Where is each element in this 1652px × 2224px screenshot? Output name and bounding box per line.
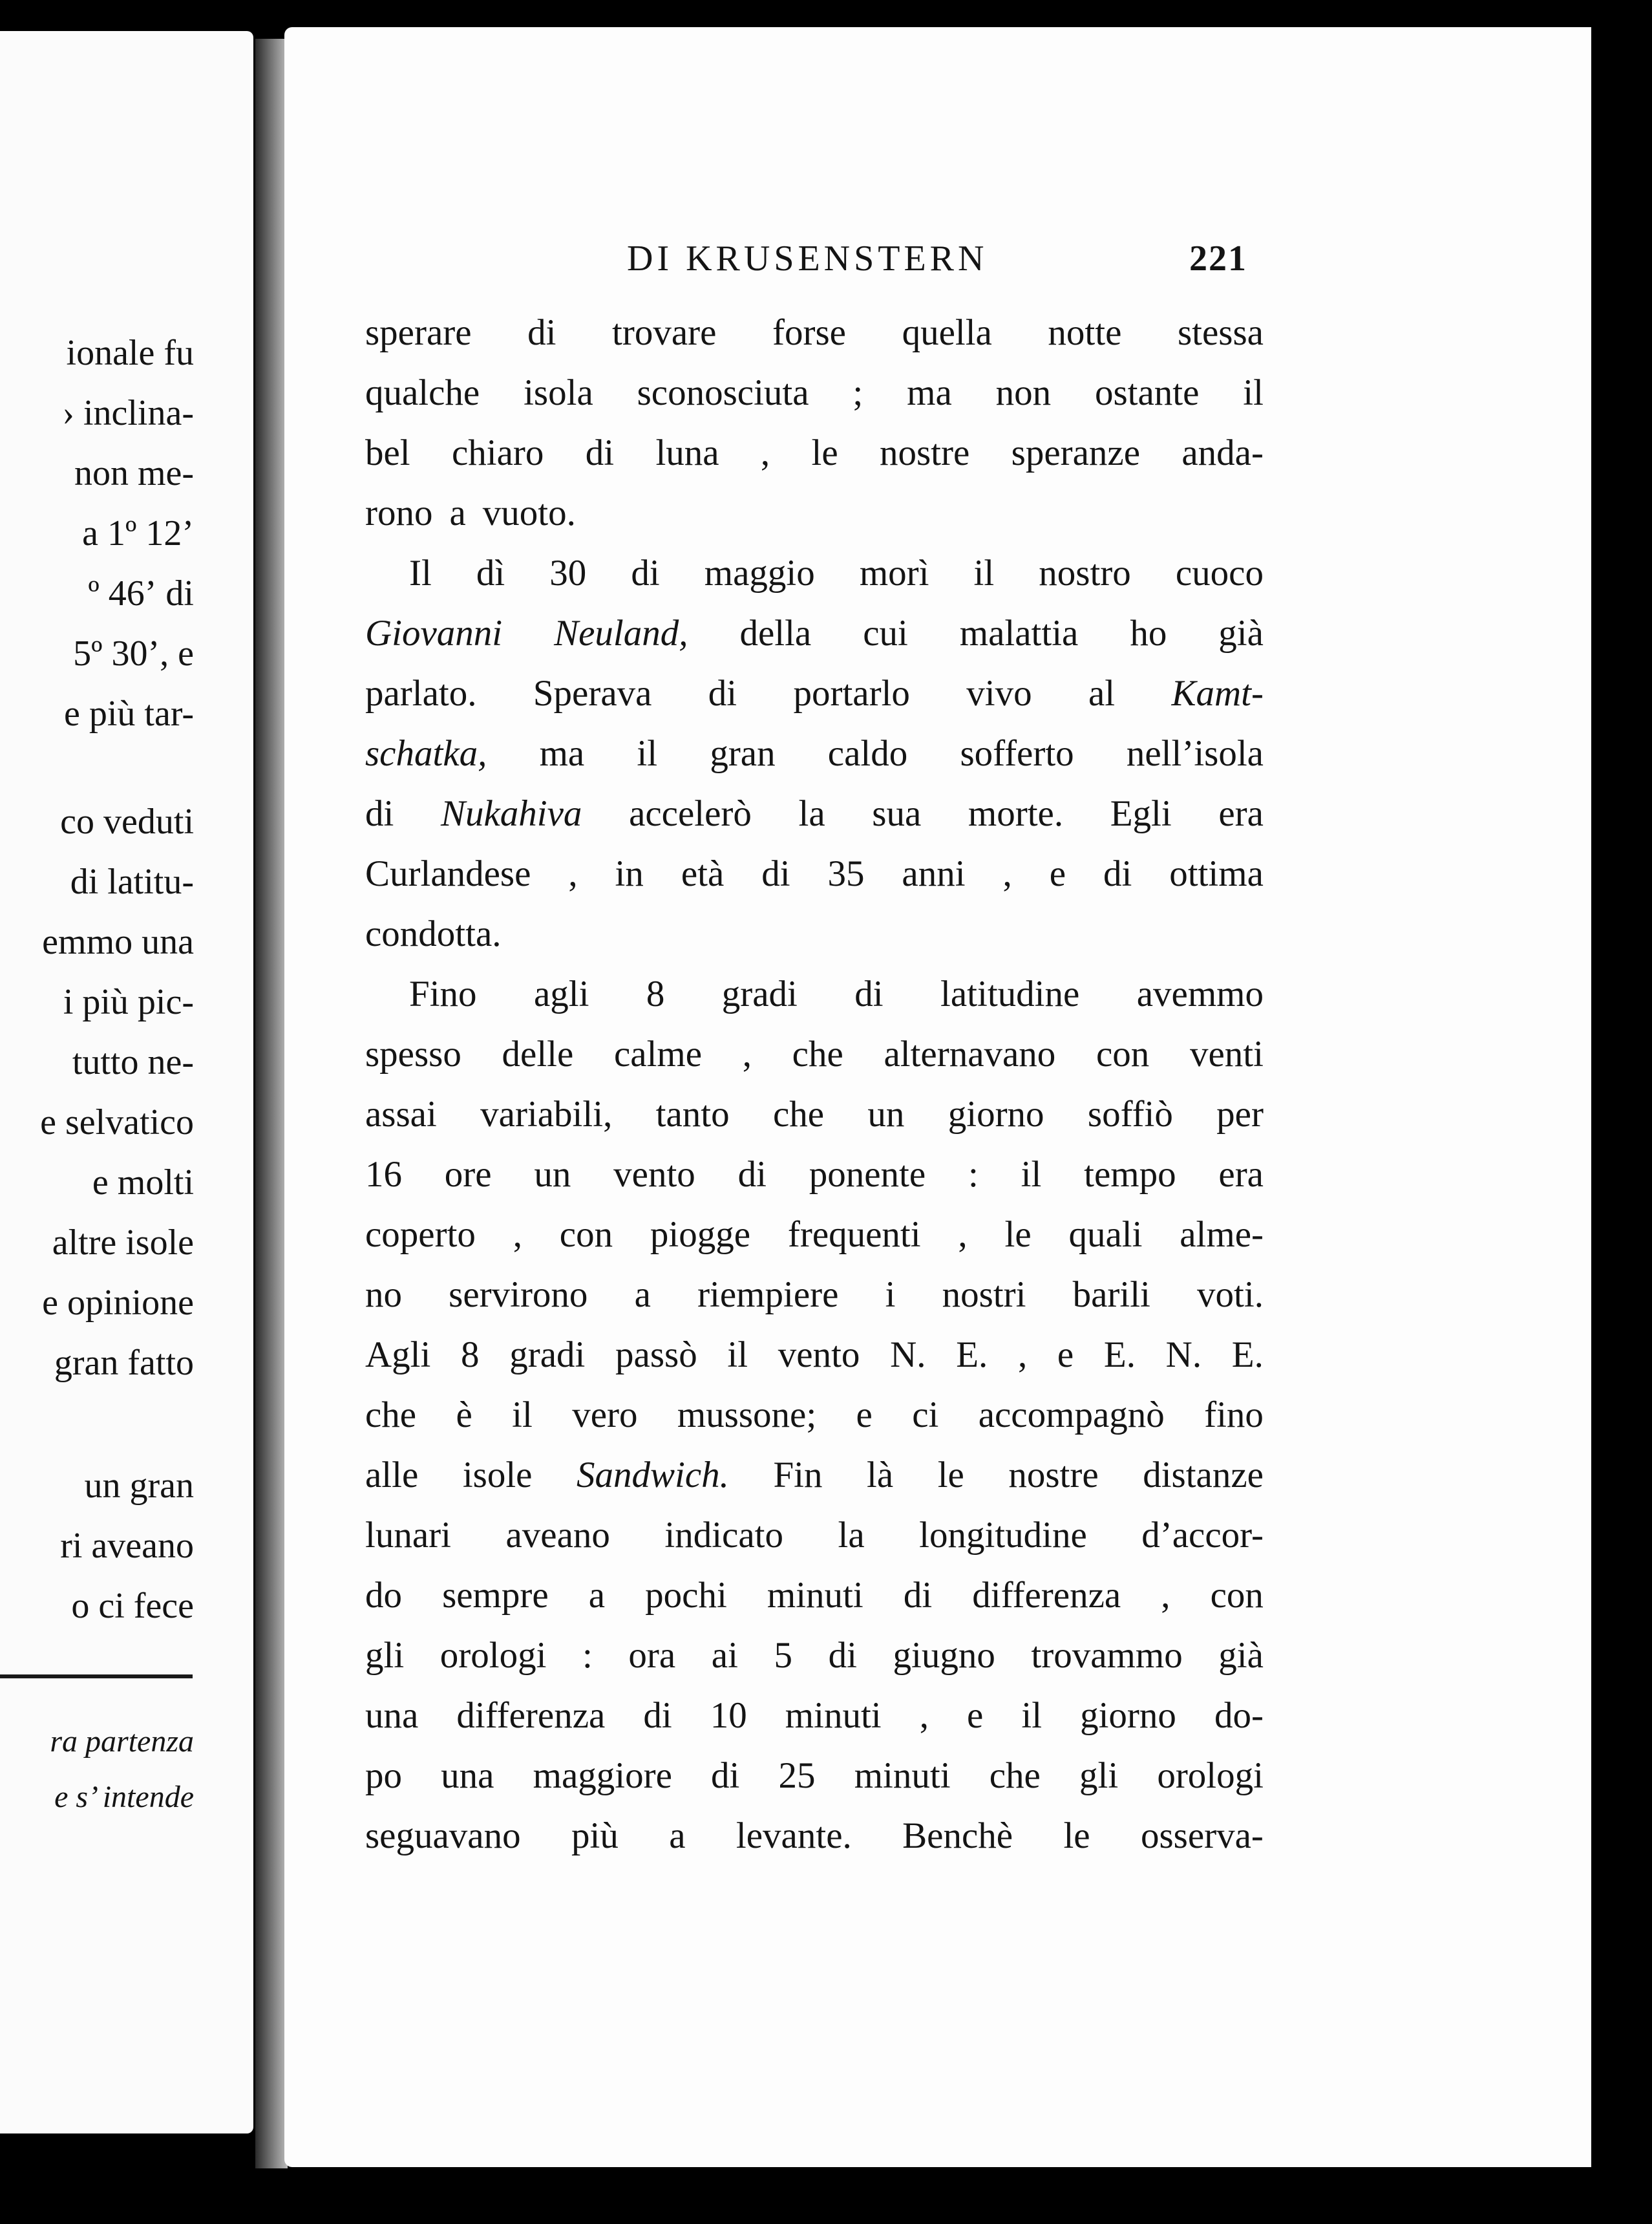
- word: ponente: [809, 1154, 926, 1195]
- word: ,: [919, 1695, 929, 1736]
- word: spesso: [365, 1034, 461, 1075]
- word: al: [1088, 673, 1116, 714]
- word: sempre: [442, 1575, 549, 1616]
- word: il: [512, 1395, 533, 1435]
- word: di: [854, 974, 884, 1014]
- word: passò: [615, 1334, 697, 1375]
- word: le: [1004, 1214, 1032, 1255]
- word: servirono: [449, 1274, 588, 1315]
- word: 35: [827, 853, 865, 894]
- word: cui: [863, 613, 908, 654]
- word: accelerò: [629, 793, 752, 834]
- word: maggiore: [533, 1755, 672, 1796]
- word: dì: [476, 553, 505, 593]
- word: do-: [1214, 1695, 1264, 1736]
- word: 30: [549, 553, 587, 593]
- word: differenza: [456, 1695, 606, 1736]
- word: anda-: [1181, 433, 1264, 473]
- word: qualche: [365, 372, 480, 413]
- word: ,: [1002, 853, 1012, 894]
- word: e: [856, 1395, 873, 1435]
- word: ,: [760, 433, 770, 473]
- word: chiaro: [451, 433, 544, 473]
- text-line: [365, 1212, 1264, 1257]
- word: quella: [902, 312, 992, 353]
- word: Kamt-: [1171, 673, 1264, 714]
- footnote-line: e s’ intende: [54, 1780, 194, 1814]
- word: gli: [1079, 1755, 1119, 1796]
- word: di: [828, 1635, 857, 1676]
- word: agli: [533, 974, 589, 1014]
- word: la: [798, 793, 825, 834]
- word: minuti: [767, 1575, 863, 1616]
- running-head: DI KRUSENSTERN: [627, 239, 988, 279]
- word: 25: [778, 1755, 816, 1796]
- text-line: [365, 671, 1264, 716]
- word: è: [456, 1395, 472, 1435]
- book-gutter: [255, 39, 288, 2172]
- word: più: [571, 1815, 619, 1856]
- word: gli: [365, 1635, 405, 1676]
- word: ho: [1130, 613, 1167, 654]
- text-line: [365, 611, 1264, 656]
- footnote-line: ra partenza: [50, 1724, 194, 1759]
- left-text-line: º 46ʼ di: [88, 573, 194, 614]
- word: bel: [365, 433, 410, 473]
- word: caldo: [827, 733, 908, 774]
- word: ore: [444, 1154, 492, 1195]
- word: condotta.: [365, 914, 502, 954]
- left-text-line: › inclina-: [62, 393, 194, 433]
- paragraph-first-line: [365, 972, 1264, 1017]
- text-line: [365, 1693, 1264, 1738]
- word: ,: [568, 853, 578, 894]
- text-line: [365, 731, 1264, 776]
- paragraph-first-line: [365, 551, 1264, 596]
- text-line: [365, 1393, 1264, 1438]
- word: morì: [859, 553, 929, 593]
- word: levante.: [736, 1815, 852, 1856]
- word: già: [1218, 1635, 1264, 1676]
- word: ma: [907, 372, 952, 413]
- word: frequenti: [787, 1214, 921, 1255]
- word: il: [1021, 1154, 1042, 1195]
- text-line: [365, 791, 1264, 837]
- word: :: [968, 1154, 979, 1195]
- page-header: [284, 238, 1591, 283]
- text-line: [365, 912, 1264, 957]
- word: le: [811, 433, 838, 473]
- word: e: [1057, 1334, 1074, 1375]
- word: di: [643, 1695, 672, 1736]
- word: 8: [646, 974, 665, 1014]
- word: con: [1210, 1575, 1264, 1616]
- left-page: [0, 31, 253, 2133]
- word: vero: [572, 1395, 638, 1435]
- left-text-line: o ci fece: [71, 1586, 194, 1626]
- left-text-line: e più tar-: [63, 694, 194, 734]
- scan-border: [0, 2168, 1652, 2224]
- word: malattia: [959, 613, 1079, 654]
- word: le: [937, 1455, 964, 1495]
- word: già: [1218, 613, 1264, 654]
- text-line: [365, 1813, 1264, 1859]
- word: ,: [958, 1214, 968, 1255]
- footnote-rule: [0, 1674, 193, 1678]
- word: luna: [655, 433, 719, 473]
- word: avemmo: [1136, 974, 1264, 1014]
- left-text-line: di latitu-: [70, 862, 194, 902]
- word: quali: [1068, 1214, 1143, 1255]
- word: stessa: [1177, 312, 1264, 353]
- left-text-line: e molti: [92, 1162, 194, 1203]
- word: seguavano: [365, 1815, 521, 1856]
- word: riempiere: [697, 1274, 839, 1315]
- word: 10: [710, 1695, 747, 1736]
- word: ,: [1161, 1575, 1170, 1616]
- word: maggio: [704, 553, 815, 593]
- word: Egli: [1110, 793, 1172, 834]
- word: trovammo: [1031, 1635, 1183, 1676]
- word: minuti: [854, 1755, 951, 1796]
- word: per: [1216, 1094, 1264, 1135]
- word: vento: [613, 1154, 695, 1195]
- word: indicato: [664, 1515, 783, 1556]
- word: barili: [1072, 1274, 1150, 1315]
- text-line: [365, 370, 1264, 416]
- word: aveano: [505, 1515, 610, 1556]
- word: là: [867, 1455, 894, 1495]
- word: una: [365, 1695, 419, 1736]
- left-text-line: tutto ne-: [72, 1042, 194, 1082]
- text-line: [365, 1092, 1264, 1137]
- word: giorno: [1080, 1695, 1176, 1736]
- word: il: [637, 733, 658, 774]
- text-line: [365, 491, 1264, 536]
- left-text-line: ionale fu: [66, 333, 194, 373]
- text-line: [365, 1152, 1264, 1197]
- word: nostre: [1008, 1455, 1099, 1495]
- word: di: [761, 853, 790, 894]
- left-text-line: ri aveano: [60, 1526, 194, 1566]
- text-line: [365, 851, 1264, 897]
- word: trovare: [612, 312, 717, 353]
- word: morte.: [968, 793, 1064, 834]
- word: distanze: [1143, 1455, 1264, 1495]
- page-number: 221: [1189, 239, 1247, 279]
- word: sofferto: [960, 733, 1074, 774]
- word: e: [967, 1695, 984, 1736]
- word: ora: [628, 1635, 676, 1676]
- word: isola: [524, 372, 593, 413]
- word: in: [615, 853, 644, 894]
- left-text-line: gran fatto: [54, 1343, 194, 1383]
- word: tempo: [1084, 1154, 1176, 1195]
- word: il: [727, 1334, 748, 1375]
- word: N.: [890, 1334, 926, 1375]
- word: che: [792, 1034, 843, 1075]
- word: Neuland,: [554, 613, 688, 654]
- left-text-line: altre isole: [52, 1223, 194, 1263]
- word: gradi: [509, 1334, 586, 1375]
- text-line: [365, 1032, 1264, 1077]
- word: nell’isola: [1126, 733, 1264, 774]
- word: speranze: [1011, 433, 1141, 473]
- word: differenza: [972, 1575, 1121, 1616]
- word: orologi: [1157, 1755, 1264, 1796]
- word: gradi: [721, 974, 798, 1014]
- word: sua: [872, 793, 922, 834]
- text-line: [365, 1332, 1264, 1378]
- word: ottima: [1169, 853, 1264, 894]
- word: età: [681, 853, 725, 894]
- word: soffiò: [1087, 1094, 1173, 1135]
- word: E.: [1231, 1334, 1264, 1375]
- word: di: [1103, 853, 1132, 894]
- word: di: [631, 553, 660, 593]
- word: non: [995, 372, 1052, 413]
- word: variabili,: [480, 1094, 613, 1135]
- word: osserva-: [1140, 1815, 1264, 1856]
- word: rono: [365, 493, 433, 533]
- word: Benchè: [902, 1815, 1013, 1856]
- word: tanto: [655, 1094, 730, 1135]
- word: di: [711, 1755, 740, 1796]
- word: Sandwich.: [577, 1455, 729, 1495]
- word: con: [1096, 1034, 1150, 1075]
- word: di: [365, 793, 394, 834]
- word: E.: [956, 1334, 988, 1375]
- word: cuoco: [1175, 553, 1264, 593]
- word: a: [588, 1575, 606, 1616]
- word: sperare: [365, 312, 472, 353]
- word: ,: [1017, 1334, 1028, 1375]
- word: longitudine: [919, 1515, 1087, 1556]
- word: voti.: [1197, 1274, 1264, 1315]
- right-page: [284, 27, 1591, 2167]
- left-text-line: emmo una: [42, 922, 194, 962]
- word: d’accor-: [1141, 1515, 1264, 1556]
- word: 16: [365, 1154, 402, 1195]
- word: Fino: [409, 974, 477, 1014]
- word: era: [1218, 1154, 1264, 1195]
- word: ;: [852, 372, 863, 413]
- word: il: [973, 553, 995, 593]
- word: era: [1218, 793, 1264, 834]
- word: vento: [778, 1334, 860, 1375]
- left-text-line: a 1º 12ʼ: [82, 513, 194, 553]
- word: un: [867, 1094, 905, 1135]
- text-line: [365, 431, 1264, 476]
- text-line: [365, 1633, 1264, 1678]
- word: N.: [1165, 1334, 1202, 1375]
- word: Sperava: [533, 673, 652, 714]
- word: giugno: [893, 1635, 995, 1676]
- word: di: [708, 673, 737, 714]
- word: ostante: [1094, 372, 1200, 413]
- word: forse: [772, 312, 846, 353]
- word: 5: [774, 1635, 792, 1676]
- word: :: [582, 1635, 593, 1676]
- word: alternavano: [884, 1034, 1056, 1075]
- word: no: [365, 1274, 402, 1315]
- word: a: [634, 1274, 651, 1315]
- left-text-line: i più pic-: [63, 982, 194, 1022]
- left-text-line: 5º 30ʼ, e: [73, 634, 194, 674]
- text-line: [365, 1453, 1264, 1498]
- word: e: [1049, 853, 1066, 894]
- word: coperto: [365, 1214, 476, 1255]
- word: po: [365, 1755, 402, 1796]
- word: nostro: [1039, 553, 1131, 593]
- word: Giovanni: [365, 613, 503, 654]
- word: schatka,: [365, 733, 487, 774]
- word: mussone;: [677, 1395, 817, 1435]
- left-text-line: co veduti: [60, 802, 194, 842]
- left-text-line: non me-: [74, 453, 194, 493]
- word: Fin: [773, 1455, 823, 1495]
- word: il: [1243, 372, 1264, 413]
- word: i: [885, 1274, 896, 1315]
- word: lunari: [365, 1515, 451, 1556]
- word: una: [441, 1755, 494, 1796]
- word: Curlandese: [365, 853, 531, 894]
- left-text-line: e opinione: [42, 1283, 194, 1323]
- word: delle: [502, 1034, 574, 1075]
- word: nostri: [942, 1274, 1026, 1315]
- word: che: [989, 1755, 1041, 1796]
- word: assai: [365, 1094, 437, 1135]
- word: la: [838, 1515, 865, 1556]
- word: di: [527, 312, 556, 353]
- word: le: [1063, 1815, 1090, 1856]
- word: nostre: [880, 433, 970, 473]
- word: almе-: [1180, 1214, 1264, 1255]
- word: vuoto.: [482, 493, 576, 533]
- word: ai: [711, 1635, 738, 1676]
- word: sconosciuta: [637, 372, 809, 413]
- word: della: [739, 613, 812, 654]
- word: minuti: [785, 1695, 882, 1736]
- word: anni: [902, 853, 966, 894]
- left-text-line: un gran: [84, 1466, 194, 1506]
- word: a: [449, 493, 466, 533]
- word: isole: [462, 1455, 533, 1495]
- word: alle: [365, 1455, 419, 1495]
- left-text-line: e selvatico: [40, 1102, 194, 1142]
- word: ma: [539, 733, 585, 774]
- word: ci: [912, 1395, 939, 1435]
- word: Nukahiva: [440, 793, 582, 834]
- word: vivo: [966, 673, 1032, 714]
- word: Agli: [365, 1334, 431, 1375]
- word: piogge: [650, 1214, 751, 1255]
- word: venti: [1189, 1034, 1264, 1075]
- word: il: [1021, 1695, 1043, 1736]
- word: a: [669, 1815, 686, 1856]
- word: che: [772, 1094, 825, 1135]
- text-line: [365, 1513, 1264, 1558]
- word: ,: [742, 1034, 752, 1075]
- word: di: [585, 433, 615, 473]
- word: 8: [461, 1334, 480, 1375]
- word: Il: [409, 553, 432, 593]
- word: parlato.: [365, 673, 477, 714]
- word: gran: [710, 733, 776, 774]
- word: di: [737, 1154, 767, 1195]
- word: accompagnò: [978, 1395, 1165, 1435]
- word: portarlo: [793, 673, 910, 714]
- word: ,: [513, 1214, 522, 1255]
- text-line: [365, 310, 1264, 356]
- text-line: [365, 1272, 1264, 1318]
- word: che: [365, 1395, 417, 1435]
- text-line: [365, 1753, 1264, 1799]
- text-line: [365, 1573, 1264, 1618]
- word: E.: [1103, 1334, 1136, 1375]
- word: do: [365, 1575, 402, 1616]
- word: latitudine: [940, 974, 1080, 1014]
- word: fino: [1204, 1395, 1264, 1435]
- word: pochi: [645, 1575, 727, 1616]
- word: orologi: [439, 1635, 547, 1676]
- word: un: [534, 1154, 571, 1195]
- word: giorno: [948, 1094, 1044, 1135]
- word: notte: [1048, 312, 1122, 353]
- word: di: [903, 1575, 933, 1616]
- word: calme: [613, 1034, 703, 1075]
- word: con: [559, 1214, 613, 1255]
